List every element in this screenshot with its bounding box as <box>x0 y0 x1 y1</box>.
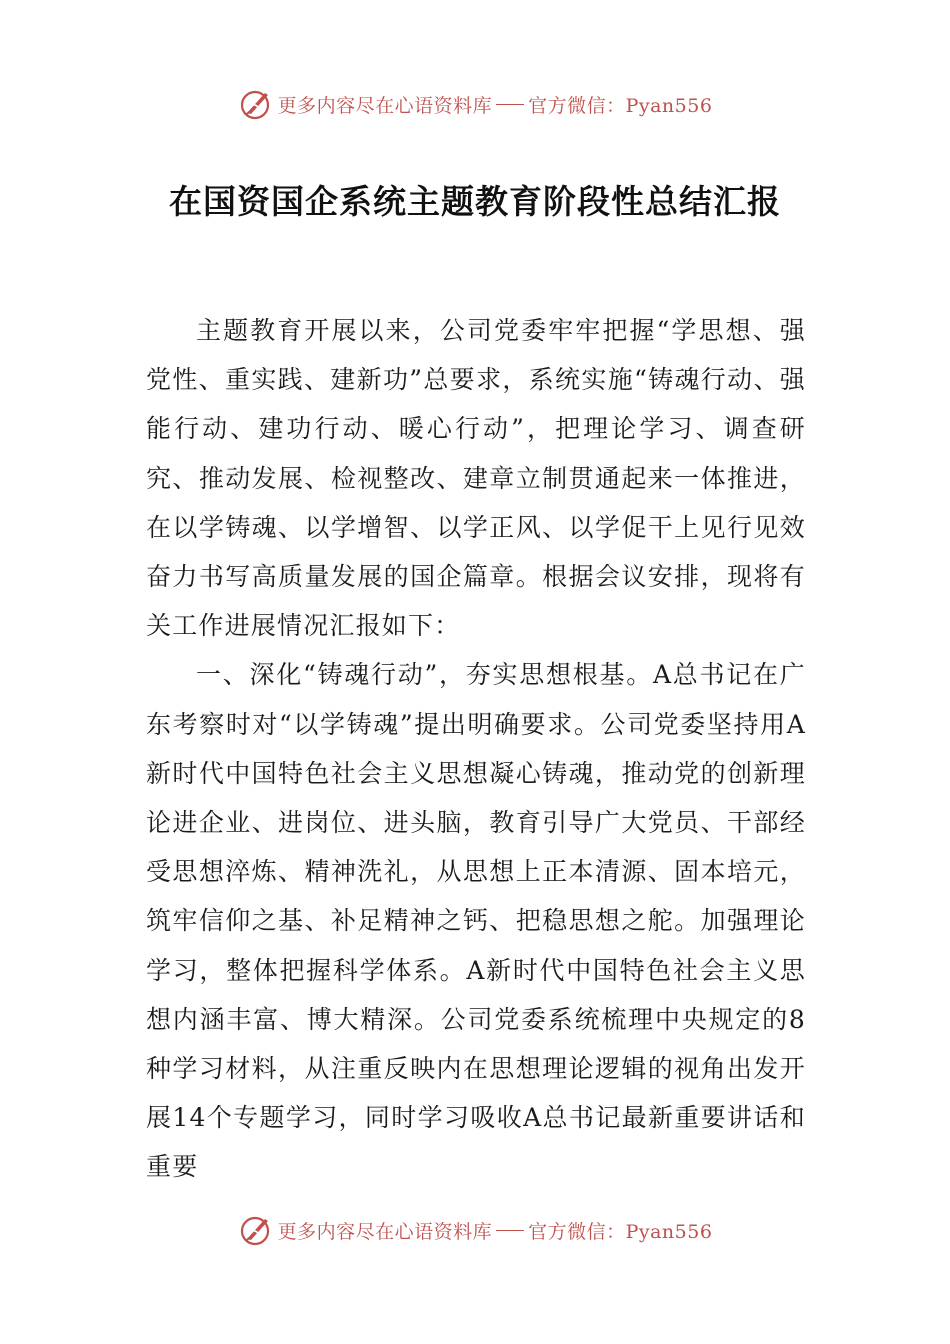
watermark-contact-text: 官方微信：Pyan556 <box>528 1220 713 1243</box>
header-watermark <box>0 84 950 124</box>
document-title: 在国资国企系统主题教育阶段性总结汇报 <box>169 182 781 221</box>
watermark-contact-text: 官方微信：Pyan556 <box>528 94 713 117</box>
document-body <box>146 306 806 1192</box>
quill-pen-circle-icon <box>238 86 274 122</box>
paragraph-intro: 主题教育开展以来，公司党委牢牢把握“学思想、强党性、重实践、建新功”总要求，系统实施“铸魂行动、强能行动、建功行动、暖心行动”，把理论学习、调查研究、推动发展、检视整改、建章立制贯通起来一体推进，在以学铸魂、以学增智、以学正风、以学促干上见行见效奋力书写高质量发展的国企篇章。根据会议安排，现将有关工作进展情况汇报如下： <box>146 316 806 641</box>
quill-pen-circle-icon <box>238 1212 274 1248</box>
paragraph-section-one: 一、深化“铸魂行动”，夯实思想根基。A总书记在广东考察时对“以学铸魂”提出明确要求。公司党委坚持用A新时代中国特色社会主义思想凝心铸魂，推动党的创新理论进企业、进岗位、进头脑，教育引导广大党员、干部经受思想淬炼、精神洗礼，从思想上正本清源、固本培元，筑牢信仰之基、补足精神之钙、把稳思想之舵。加强理论学习，整体把握科学体系。A新时代中国特色社会主义思想内涵丰富、博大精深。公司党委系统梳理中央规定的8种学习材料，从注重反映内在思想理论逻辑的视角出发开展14个专题学习，同时学习吸收A总书记最新重要讲话和重要 <box>146 660 806 1182</box>
watermark-dash <box>496 104 524 105</box>
watermark-site-text: 更多内容尽在心语资料库 <box>277 1220 493 1243</box>
watermark-site-text: 更多内容尽在心语资料库 <box>277 94 493 117</box>
watermark-dash <box>496 1230 524 1231</box>
footer-watermark <box>0 1210 950 1250</box>
